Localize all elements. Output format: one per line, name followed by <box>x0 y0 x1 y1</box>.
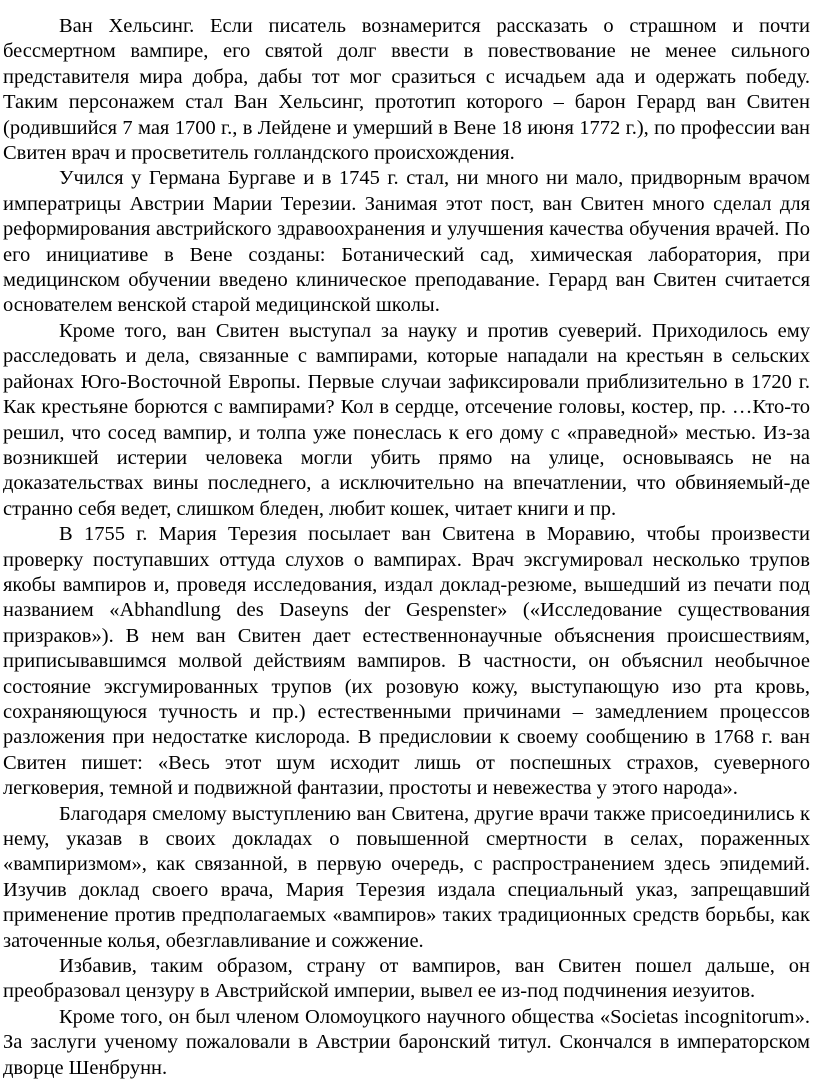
paragraph-education: Учился у Германа Бургаве и в 1745 г. стал, ни много ни мало, придворным врачом императрицы Австрии Марии Терезии. Занимая этот пост, ван Свитен много сделал для реформирования австрийского здравоохранения и улучшения качества обучения врачей. По его инициативе в Вене созданы: Ботанический сад, химическая лаборатория, при медицинском обучении введено клиническое преподавание. Герард ван Свитен считается основателем венской старой медицинской школы. <box>3 167 810 317</box>
paragraph-societas: Кроме того, он был членом Оломоуцкого научного общества «Societas incognitorum». За заслуги ученому пожаловали в Австрии баронский титул. Скончался в императорском дворце Шенбрунн. <box>3 1005 810 1079</box>
paragraph-moravia: В 1755 г. Мария Терезия посылает ван Свитена в Моравию, чтобы произвести проверку поступавших оттуда слухов о вампирах. Врач эксгумировал несколько трупов якобы вампиров и, проведя исследования, издал доклад-резюме, вышедший из печати под названием «Abhandlung des Daseyns der Gespenster» («Исследование существования призраков»). В нем ван Свитен дает естественнонаучные объяснения происшествиям, приписывавшимся молвой действиям вампиров. В частности, он объяснил необычное состояние эксгумированных трупов (их розовую кожу, выступающую изо рта кровь, сохраняющуюся тучность и пр.) естественными причинами – замедлением процессов разложения при недостатке кислорода. В предисловии к своему сообщению в 1768 г. ван Свитен пишет: «Весь этот шум исходит лишь от поспешных страхов, суеверного легковерия, темной и подвижной фантазии, простоты и невежества у этого народа». <box>3 523 810 800</box>
paragraph-van-helsing: Ван Хельсинг. Если писатель вознамерится рассказать о страшном и почти бессмертном вампире, его святой долг ввести в повествование не менее сильного представителя мира добра, дабы тот мог сразиться с исчадьем ада и одержать победу. Таким персонажем стал Ван Хельсинг, прототип которого – барон Герард ван Свитен (родившийся 7 мая 1700 г., в Лейдене и умерший в Вене 18 июня 1772 г.), по профессии ван Свитен врач и просветитель голландского происхождения. <box>3 15 810 165</box>
paragraph-other-doctors: Благодаря смелому выступлению ван Свитена, другие врачи также присоединились к нему, указав в своих докладах о повышенной смертности в селах, пораженных «вампиризмом», как связанной, в первую очередь, с распространением здесь эпидемий. Изучив доклад своего врача, Мария Терезия издала специальный указ, запрещавший применение против предполагаемых «вампиров» таких традиционных средств борьбы, как заточенные колья, обезглавливание и сожжение. <box>3 802 810 952</box>
paragraph-censorship: Избавив, таким образом, страну от вампиров, ван Свитен пошел дальше, он преобразовал цензуру в Австрийской империи, вывел ее из-под подчинения иезуитов. <box>3 955 810 1003</box>
paragraph-superstitions: Кроме того, ван Свитен выступал за науку и против суеверий. Приходилось ему расследовать и дела, связанные с вампирами, которые нападали на крестьян в сельских районах Юго-Восточной Европы. Первые случаи зафиксировали приблизительно в 1720 г. Как крестьяне борются с вампирами? Кол в сердце, отсечение головы, костер, пр. …Кто-то решил, что сосед вампир, и толпа уже понеслась к его дому с «праведной» местью. Из-за возникшей истерии человека могли убить прямо на улице, основываясь не на доказательствах вины последнего, а исключительно на впечатлении, что обвиняемый-де странно себя ведет, слишком бледен, любит кошек, читает книги и пр. <box>3 319 810 520</box>
